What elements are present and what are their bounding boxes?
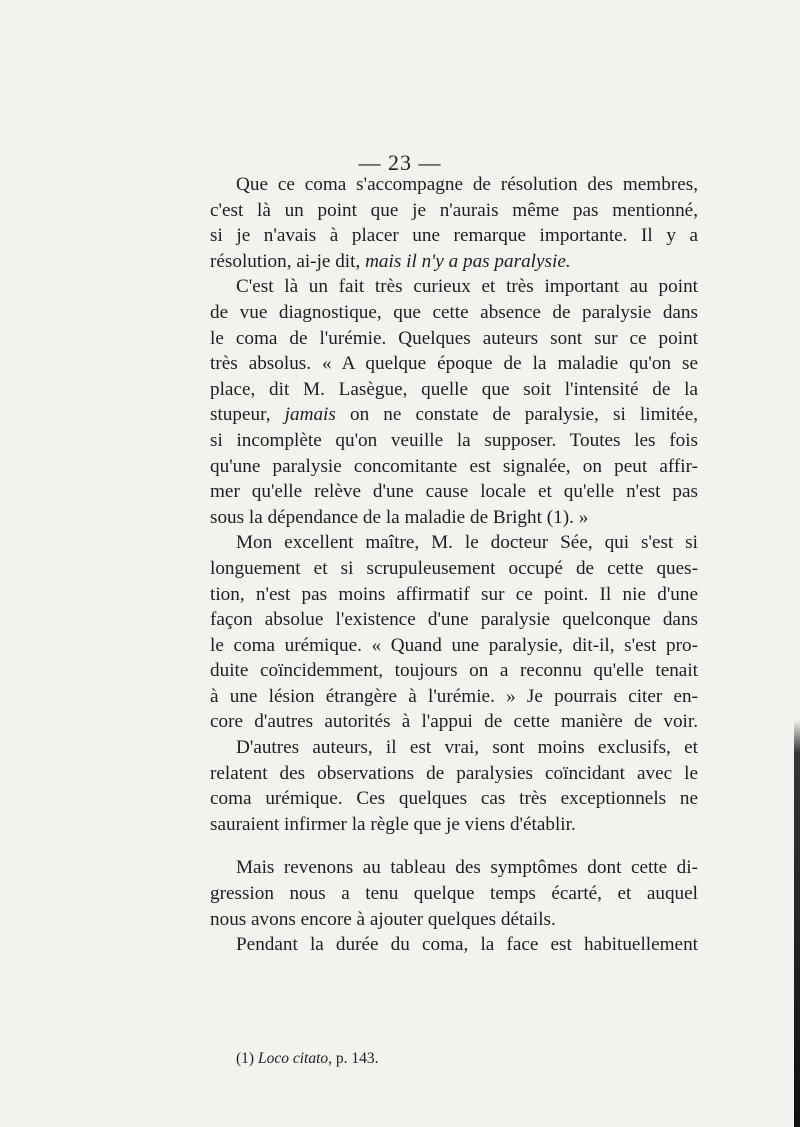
text-line: qu'une paralysie concomitante est signalée, on peut affir- (210, 455, 698, 477)
text-line: C'est là un fait très curieux et très important au point (236, 276, 698, 298)
footnote-text: , p. 143. (328, 1050, 379, 1067)
text-line: de vue diagnostique, que cette absence de paralysie dans (210, 301, 698, 323)
text-line: sous la dépendance de la maladie de Bright (1). » (210, 506, 589, 528)
text-line (210, 402, 698, 428)
text-line: core d'autres autorités à l'appui de cette manière de voir. (210, 711, 698, 733)
text-line: si incomplète qu'on veuille la supposer. Toutes les fois (210, 429, 698, 451)
paragraph-1 (210, 172, 698, 274)
scan-edge-shadow (794, 720, 800, 1127)
footnote-italic: Loco citato (257, 1050, 329, 1067)
italic-word: jamais (284, 404, 336, 426)
text-line: Que ce coma s'accompagne de résolution des membres, (236, 174, 698, 195)
text-fragment: on ne constate de paralysie, si limitée, (335, 404, 699, 426)
text-line: tion, n'est pas moins affirmatif sur ce point. Il nie d'une (210, 583, 698, 605)
paragraph-2 (210, 274, 698, 530)
text-line: très absolus. « A quelque époque de la maladie qu'on se (210, 353, 698, 375)
text-fragment: stupeur, (210, 404, 285, 426)
italic-phrase: mais il n'y a pas paralysie. (365, 250, 571, 272)
paragraph-3 (210, 530, 698, 837)
text-line: duite coïncidemment, toujours on a reconnu qu'elle tenait (210, 660, 698, 682)
text-line: nous avons encore à ajouter quelques détails. (210, 908, 556, 930)
text-line: coma urémique. Ces quelques cas très exceptionnels ne (210, 788, 698, 810)
paragraph-gap (210, 837, 698, 855)
text-line: longuement et si scrupuleusement occupé de cette ques- (210, 557, 698, 579)
text-line: sauraient infirmer la règle que je viens d'établir. (210, 813, 576, 835)
text-line: relatent des observations de paralysies coïncidant avec le (210, 762, 698, 784)
text-line (210, 249, 698, 275)
paragraph-4 (210, 855, 698, 957)
text-line: le coma de l'urémie. Quelques auteurs sont sur ce point (210, 327, 698, 349)
text-line: D'autres auteurs, il est vrai, sont moins exclusifs, et (236, 737, 698, 759)
text-line: le coma urémique. « Quand une paralysie, dit-il, s'est pro- (210, 634, 698, 656)
text-line: à une lésion étrangère à l'urémie. » Je pourrais citer en- (210, 685, 698, 707)
text-line: mer qu'elle relève d'une cause locale et qu'elle n'est pas (210, 481, 698, 503)
text-fragment: résolution, ai-je dit, (210, 250, 366, 272)
text-line: gression nous a tenu quelque temps écarté, et auquel (210, 883, 698, 905)
body-text (210, 172, 698, 958)
text-line: Mais revenons au tableau des symptômes dont cette di- (236, 857, 698, 879)
text-line: place, dit M. Lasègue, quelle que soit l'intensité de la (210, 378, 698, 400)
text-line: c'est là un point que je n'aurais même pas mentionné, (210, 199, 698, 221)
page-number: — 23 — (358, 150, 442, 175)
text-line: Mon excellent maître, M. le docteur Sée, qui s'est si (236, 532, 698, 554)
text-line: Pendant la durée du coma, la face est habituellement (236, 934, 698, 956)
text-line: façon absolue l'existence d'une paralysie quelconque dans (210, 609, 698, 631)
footnote (236, 1050, 379, 1068)
footnote-marker: (1) (236, 1050, 258, 1067)
text-line: si je n'avais à placer une remarque importante. Il y a (210, 225, 698, 247)
